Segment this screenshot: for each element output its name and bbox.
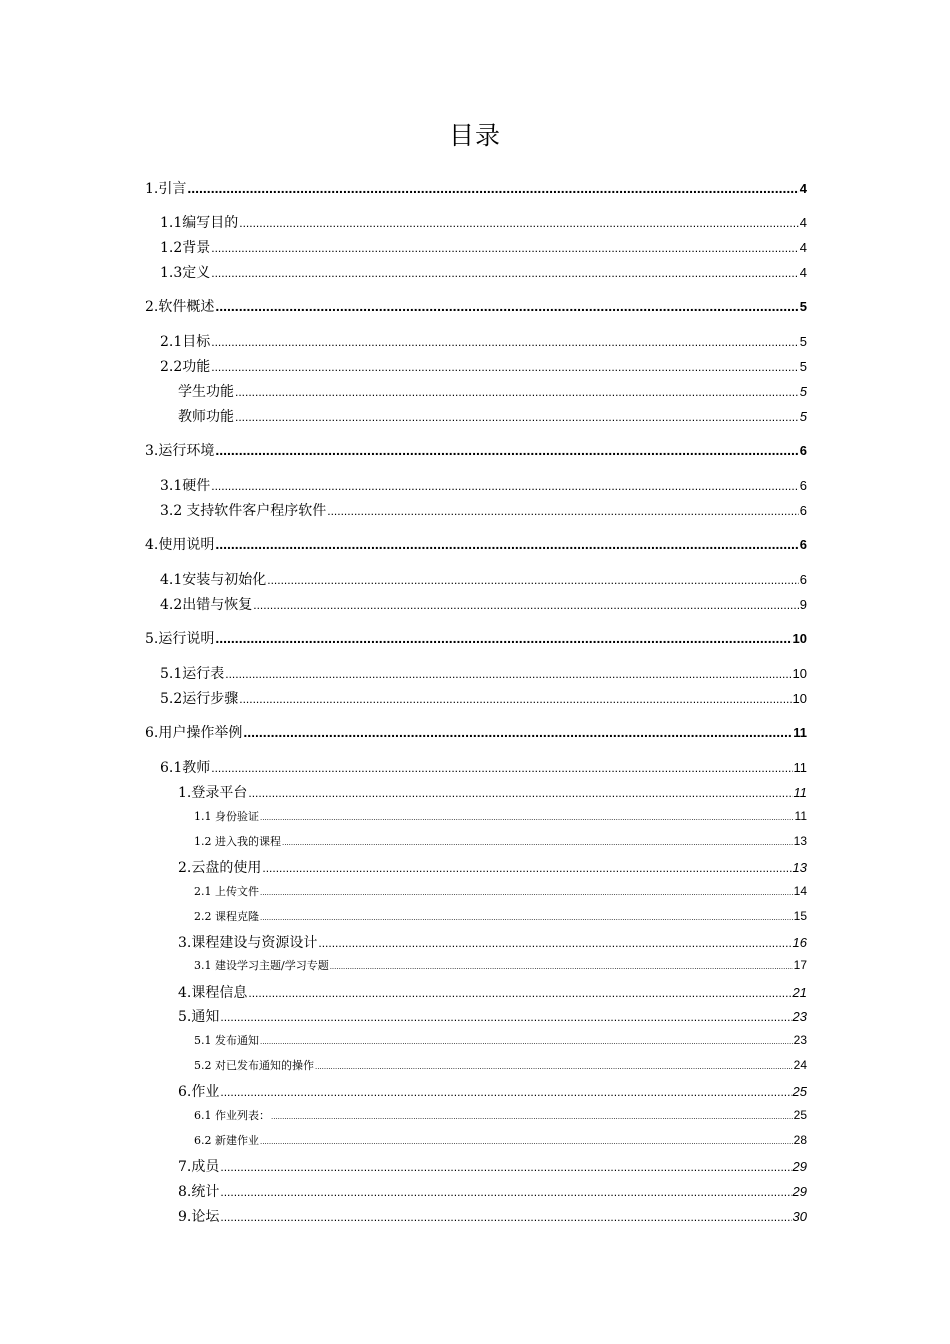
- toc-entry-number: 6.1: [160, 760, 183, 776]
- toc-entry[interactable]: [178, 406, 807, 426]
- toc-entry[interactable]: [194, 833, 807, 849]
- dot-leader: [220, 1210, 791, 1224]
- dot-leader: [260, 1137, 793, 1146]
- dot-leader: [282, 838, 793, 847]
- toc-entry-label: 5.2 对已发布通知的操作: [194, 1059, 314, 1072]
- toc-entry[interactable]: [178, 381, 807, 401]
- toc-entry-label: 编写目的: [182, 215, 239, 231]
- toc-entry[interactable]: [178, 857, 807, 877]
- toc-entry-number: 4.: [145, 537, 159, 553]
- toc-entry[interactable]: [194, 1107, 807, 1123]
- toc-entry-page-number: 23: [792, 1009, 807, 1024]
- toc-entry[interactable]: [145, 628, 807, 648]
- toc-entry-label: 6.1 作业列表：: [194, 1109, 270, 1122]
- toc-title: 目录: [448, 121, 501, 150]
- toc-entry-label: 背景: [182, 240, 211, 256]
- toc-entry[interactable]: [194, 883, 807, 899]
- toc-entry[interactable]: [178, 932, 807, 952]
- dot-leader: [220, 1160, 791, 1174]
- dot-leader: [220, 1185, 791, 1199]
- toc-entry[interactable]: [160, 500, 807, 520]
- dot-leader: [220, 1010, 791, 1024]
- toc-entry[interactable]: [194, 1132, 807, 1148]
- dot-leader: [211, 761, 792, 775]
- toc-entry[interactable]: [178, 1081, 807, 1101]
- dot-leader: [260, 888, 793, 897]
- toc-entry-label: 运行说明: [158, 631, 215, 647]
- dot-leader: [239, 692, 791, 706]
- toc-entry-label: 2.2 课程克隆: [194, 910, 259, 923]
- toc-entry-page-number: 5: [799, 384, 807, 399]
- toc-entry-page-number: 5: [799, 409, 807, 424]
- dot-leader: [315, 1062, 793, 1071]
- toc-entry-page-number: 5: [799, 299, 807, 314]
- toc-entry-number: 1.: [145, 181, 159, 197]
- dot-leader: [253, 598, 799, 612]
- toc-entry-number: 5.2: [160, 691, 183, 707]
- toc-entry[interactable]: [145, 534, 807, 554]
- toc-entry-number: 6.: [145, 725, 159, 741]
- toc-entry-label: 1.2 进入我的课程: [194, 835, 281, 848]
- toc-entry-page-number: 4: [799, 181, 807, 196]
- toc-entry[interactable]: [160, 262, 807, 282]
- toc-entry-label: 运行环境: [158, 443, 215, 459]
- dot-leader: [187, 180, 798, 196]
- toc-entry-label: 运行表: [182, 666, 225, 682]
- dot-leader: [260, 913, 793, 922]
- dot-leader: [220, 1085, 791, 1099]
- toc-entry-number: 3.1: [160, 478, 183, 494]
- dot-leader: [318, 936, 791, 950]
- dot-leader: [267, 573, 799, 587]
- dot-leader: [211, 360, 799, 374]
- dot-leader: [211, 335, 799, 349]
- toc-entry-number: 3.2: [160, 503, 183, 519]
- toc-entry-page-number: 25: [792, 1084, 807, 1099]
- toc-entry[interactable]: [145, 722, 807, 742]
- toc-entry-page-number: 10: [792, 666, 807, 681]
- toc-entry-label: 安装与初始化: [182, 572, 267, 588]
- toc-entry-label: 引言: [158, 181, 187, 197]
- toc-entry-page-number: 11: [794, 809, 807, 823]
- toc-entry[interactable]: [178, 1206, 807, 1226]
- toc-entry[interactable]: [160, 757, 807, 777]
- toc-entry-page-number: 21: [792, 985, 807, 1000]
- toc-entry-page-number: 11: [793, 725, 807, 740]
- toc-entry-label: 出错与恢复: [182, 597, 253, 613]
- toc-entry-label: 9.论坛: [178, 1209, 220, 1225]
- dot-leader: [248, 986, 791, 1000]
- dot-leader: [215, 630, 791, 646]
- toc-entry-page-number: 6: [799, 572, 807, 587]
- toc-entry-page-number: 23: [793, 1033, 807, 1047]
- dot-leader: [215, 536, 798, 552]
- dot-leader: [243, 724, 792, 740]
- toc-entry-label: 用户操作举例: [158, 725, 243, 741]
- toc-entry-label: 目标: [182, 334, 211, 350]
- toc-entry-label: 软件概述: [158, 299, 215, 315]
- dot-leader: [225, 667, 791, 681]
- toc-entry-page-number: 5: [799, 359, 807, 374]
- toc-entry-label: 5.通知: [178, 1009, 220, 1025]
- dot-leader: [211, 266, 799, 280]
- toc-entry-page-number: 5: [799, 334, 807, 349]
- dot-leader: [327, 504, 799, 518]
- toc-entry-label: 1.登录平台: [178, 785, 248, 801]
- toc-entry-page-number: 13: [792, 860, 807, 875]
- toc-entry-page-number: 25: [793, 1108, 807, 1122]
- dot-leader: [260, 813, 794, 822]
- toc-entry-page-number: 28: [793, 1133, 807, 1147]
- toc-entry-page-number: 24: [793, 1058, 807, 1072]
- toc-entry[interactable]: [178, 1181, 807, 1201]
- toc-entry-label: 1.1 身份验证: [194, 810, 259, 823]
- toc-entry-page-number: 29: [792, 1184, 807, 1199]
- toc-entry-number: 3.: [145, 443, 159, 459]
- toc-entry-label: 教师功能: [178, 409, 234, 425]
- dot-leader: [215, 298, 798, 314]
- toc-entry[interactable]: [160, 237, 807, 257]
- toc-entry-page-number: 15: [793, 909, 807, 923]
- dot-leader: [211, 241, 799, 255]
- toc-entry-page-number: 13: [793, 834, 807, 848]
- toc-entry[interactable]: [160, 475, 807, 495]
- toc-entry-label: 使用说明: [158, 537, 215, 553]
- toc-entry-number: 1.2: [160, 240, 183, 256]
- toc-entry[interactable]: [145, 296, 807, 316]
- toc-entry-label: 3.课程建设与资源设计: [178, 935, 318, 951]
- dot-leader: [262, 861, 791, 875]
- toc-entry-page-number: 17: [793, 958, 807, 972]
- toc-entry[interactable]: [160, 594, 807, 614]
- dot-leader: [215, 442, 798, 458]
- toc-entry-page-number: 29: [792, 1159, 807, 1174]
- toc-entry-label: 支持软件客户程序软件: [186, 503, 327, 519]
- toc-entry-label: 硬件: [182, 478, 211, 494]
- toc-entry-label: 4.课程信息: [178, 985, 248, 1001]
- dot-leader: [248, 786, 792, 800]
- toc-entry[interactable]: [194, 908, 807, 924]
- toc-entry[interactable]: [178, 1156, 807, 1176]
- toc-entry-page-number: 11: [793, 760, 807, 775]
- toc-entry-label: 8.统计: [178, 1184, 220, 1200]
- toc-entry[interactable]: [145, 178, 807, 198]
- toc-entry-number: 4.2: [160, 597, 183, 613]
- toc-entry-page-number: 10: [792, 631, 807, 646]
- toc-entry-number: 2.2: [160, 359, 183, 375]
- dot-leader: [235, 385, 799, 399]
- toc-entry-label: 学生功能: [178, 384, 234, 400]
- toc-entry-label: 定义: [182, 265, 211, 281]
- toc-entry[interactable]: [160, 663, 807, 683]
- toc-entry-page-number: 14: [793, 884, 807, 898]
- toc-entry-number: 4.1: [160, 572, 183, 588]
- toc-entry-page-number: 4: [799, 265, 807, 280]
- toc-entry-page-number: 6: [799, 443, 807, 458]
- toc-entry-page-number: 9: [799, 597, 807, 612]
- toc-entry[interactable]: [160, 212, 807, 232]
- toc-entry-number: 1.3: [160, 265, 183, 281]
- toc-entry[interactable]: [160, 688, 807, 708]
- toc-entry-number: 5.1: [160, 666, 183, 682]
- toc-entry-page-number: 11: [793, 785, 807, 800]
- toc-entry-label: 6.作业: [178, 1084, 220, 1100]
- toc-entry-page-number: 10: [792, 691, 807, 706]
- toc-entry-page-number: 16: [792, 935, 807, 950]
- toc-entry-label: 5.1 发布通知: [194, 1034, 259, 1047]
- toc-entry[interactable]: [178, 782, 807, 802]
- dot-leader: [239, 216, 799, 230]
- toc-entry-page-number: 6: [799, 478, 807, 493]
- toc-entry[interactable]: [194, 1032, 807, 1048]
- dot-leader: [211, 479, 799, 493]
- toc-entry-label: 运行步骤: [182, 691, 239, 707]
- toc-entry-number: 1.1: [160, 215, 183, 231]
- toc-entry-label: 7.成员: [178, 1159, 220, 1175]
- dot-leader: [260, 1037, 793, 1046]
- dot-leader: [235, 410, 799, 424]
- toc-entry[interactable]: [145, 440, 807, 460]
- toc-entry[interactable]: [160, 331, 807, 351]
- toc-entry[interactable]: [178, 982, 807, 1002]
- toc-entry-label: 2.1 上传文件: [194, 885, 259, 898]
- toc-entry-number: 2.: [145, 299, 159, 315]
- toc-entry-number: 5.: [145, 631, 159, 647]
- toc-entry[interactable]: [194, 808, 807, 824]
- dot-leader: [271, 1112, 793, 1121]
- dot-leader: [330, 962, 793, 971]
- toc-entry-page-number: 4: [799, 215, 807, 230]
- toc-entry-page-number: 30: [792, 1209, 807, 1224]
- toc-entry-page-number: 6: [799, 503, 807, 518]
- toc-entry-number: 2.1: [160, 334, 183, 350]
- toc-entry-label: 6.2 新建作业: [194, 1134, 259, 1147]
- toc-entry[interactable]: [160, 356, 807, 376]
- toc-entry-page-number: 4: [799, 240, 807, 255]
- toc-entry-page-number: 6: [799, 537, 807, 552]
- toc-entry[interactable]: [178, 1006, 807, 1026]
- toc-entry-label: 2.云盘的使用: [178, 860, 262, 876]
- toc-entry[interactable]: [160, 569, 807, 589]
- toc-entry-label: 教师: [182, 760, 211, 776]
- toc-entry[interactable]: [194, 957, 807, 973]
- toc-entry[interactable]: [194, 1057, 807, 1073]
- toc-entry-label: 功能: [182, 359, 211, 375]
- toc-entry-label: 3.1 建设学习主题/学习专题: [194, 959, 329, 972]
